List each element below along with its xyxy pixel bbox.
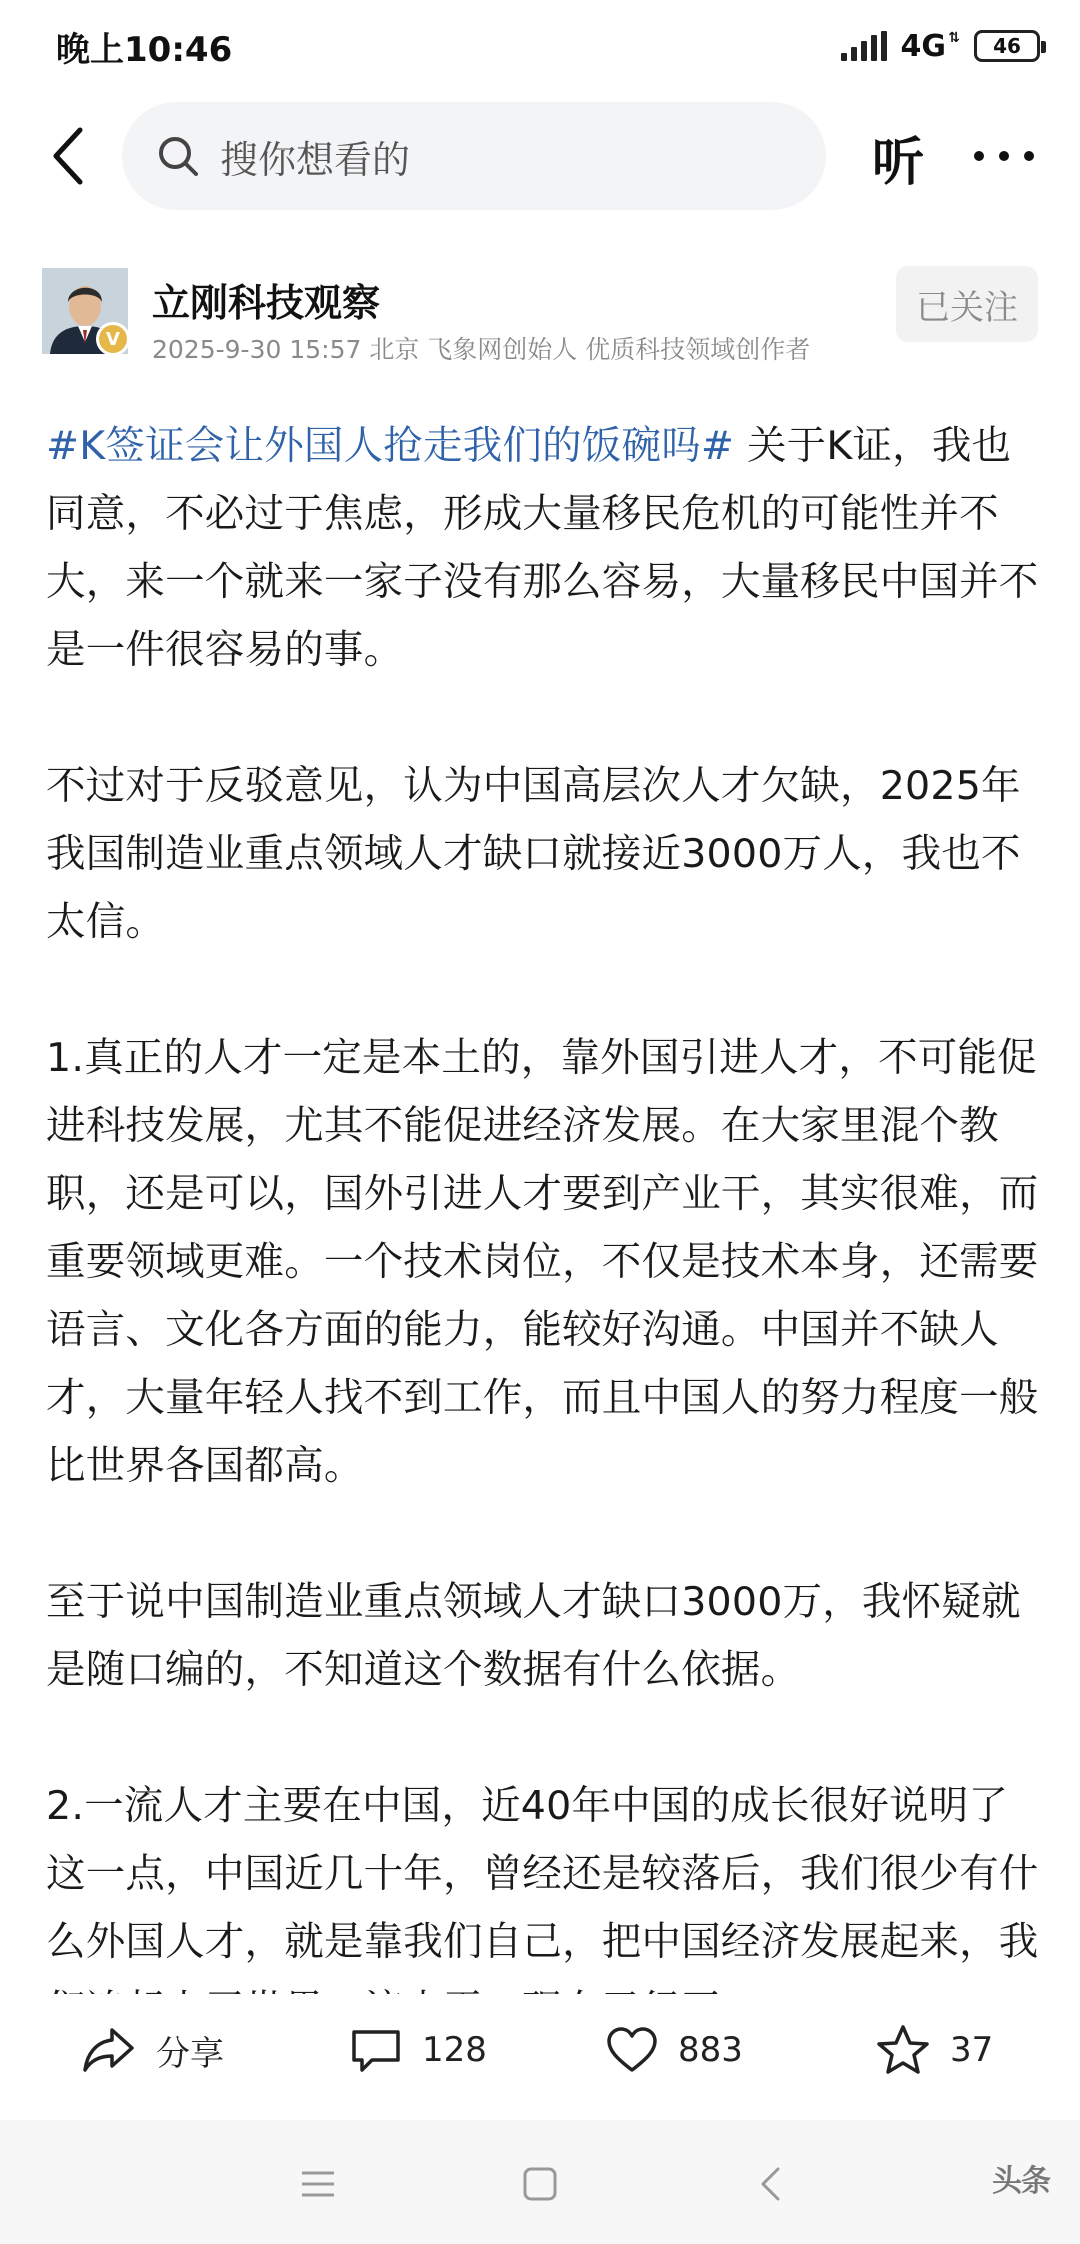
author-row [0, 258, 1080, 368]
status-bar [0, 0, 1080, 96]
system-nav-bar [0, 2120, 1080, 2244]
author-meta: 2025-9-30 15:57 北京 飞象网创始人 优质科技领域创作者 [152, 335, 811, 364]
battery-level: 46 [993, 34, 1021, 58]
share-button[interactable] [82, 2020, 224, 2080]
paragraph-text: 关于K证，我也同意，不必过于焦虑，形成大量移民危机的可能性并不大，来一个就来一家子没有那么容易，大量移民中国并不是一件很容易的事。 [46, 423, 1039, 673]
chevron-left-icon [50, 126, 86, 186]
back-nav-button[interactable] [742, 2156, 798, 2212]
comment-bubble-icon [350, 2026, 402, 2074]
action-bar [0, 1994, 1080, 2104]
watermark: 头条 [992, 2164, 1050, 2199]
article-paragraph [46, 412, 1044, 684]
share-label: 分享 [156, 2033, 224, 2074]
favorite-button[interactable] [876, 2020, 993, 2080]
article-body [46, 412, 1044, 1980]
article-paragraph: 不过对于反驳意见，认为中国高层次人才欠缺，2025年我国制造业重点领域人才缺口就接近3000万人，我也不太信。 [46, 763, 1021, 945]
verified-badge: V [96, 322, 130, 356]
search-icon [156, 134, 200, 178]
search-input[interactable] [122, 102, 826, 210]
article-paragraph: 1.真正的人才一定是本土的，靠外国引进人才，不可能促进科技发展，尤其不能促进经济发展。在大家里混个教职，还是可以，国外引进人才要到产业干，其实很难，而重要领域更难。一个技术岗位，不仅是技术本身，还需要语言、文化各方面的能力，能较好沟通。中国并不缺人才，大量年轻人找不到工作，而且中国人的努力程度一般比世界各国都高。 [46, 1035, 1039, 1489]
more-dots-icon [974, 151, 984, 161]
signal-icon [841, 31, 887, 61]
battery-icon [974, 30, 1040, 62]
comment-count: 128 [422, 2030, 487, 2070]
like-button[interactable] [606, 2020, 743, 2080]
star-icon [876, 2024, 930, 2076]
follow-button[interactable]: 已关注 [896, 266, 1038, 342]
home-nav-button[interactable] [512, 2156, 568, 2212]
back-button[interactable] [40, 124, 96, 188]
like-count: 883 [678, 2030, 743, 2070]
article-paragraph: 至于说中国制造业重点领域人才缺口3000万，我怀疑就是随口编的，不知道这个数据有什么依据。 [46, 1579, 1021, 1693]
menu-icon [300, 2169, 336, 2199]
listen-button[interactable]: 听 [872, 133, 925, 193]
status-indicators [841, 26, 1041, 66]
share-arrow-icon [82, 2026, 136, 2074]
status-time: 晚上10:46 [56, 30, 233, 70]
network-type: 4G ⇅ [900, 28, 960, 64]
more-button[interactable] [974, 128, 1034, 184]
author-name[interactable]: 立刚科技观察 [152, 281, 381, 325]
comment-button[interactable] [350, 2020, 487, 2080]
heart-icon [606, 2026, 658, 2074]
article-paragraph: 2.一流人才主要在中国，近40年中国的成长很好说明了这一点，中国近几十年，曾经还是较落后，我们很少有什么外国人才，就是靠我们自己，把中国经济发展起来，我 [46, 1783, 1039, 1965]
menu-nav-button[interactable] [290, 2156, 346, 2212]
data-arrows-icon: ⇅ [948, 29, 960, 46]
top-nav [0, 96, 1080, 216]
home-square-icon [522, 2166, 558, 2202]
chevron-left-icon [758, 2166, 782, 2202]
favorite-count: 37 [950, 2030, 994, 2070]
hashtag-link[interactable]: #K签证会让外国人抢走我们的饭碗吗# [46, 423, 735, 469]
search-placeholder: 搜你想看的 [220, 137, 411, 182]
